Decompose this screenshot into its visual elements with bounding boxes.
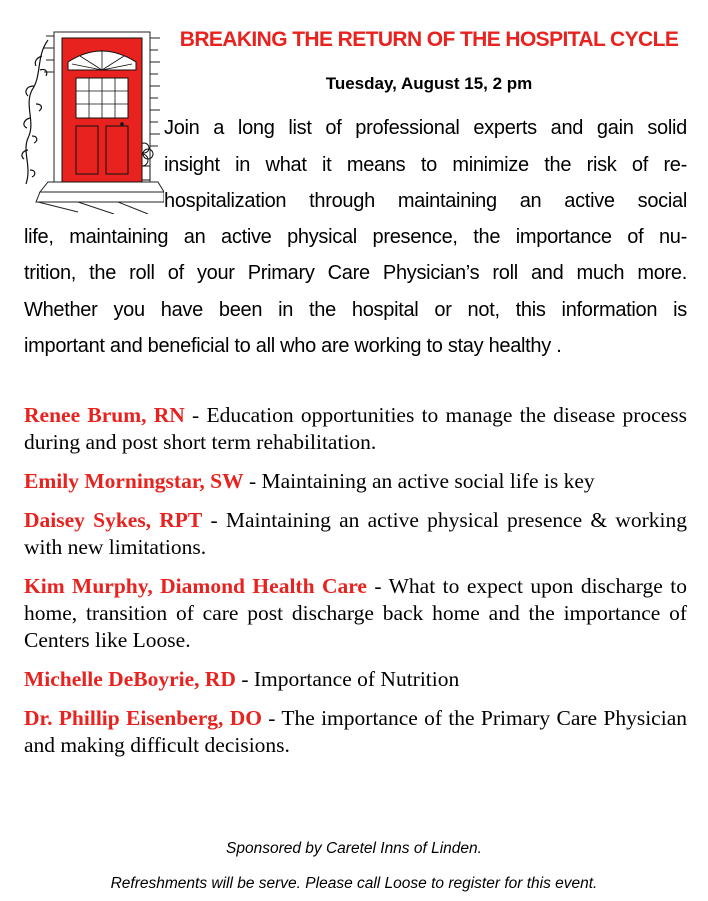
speaker-name: Emily Morningstar, SW <box>24 469 244 493</box>
speaker-name: Michelle DeBoyrie, RD <box>24 667 236 691</box>
speaker-topic: - Education opportunities to manage the disease process during and post short term rehabilitation. <box>24 403 687 454</box>
speaker-topic: - Importance of Nutrition <box>235 667 460 691</box>
event-title: BREAKING THE RETURN OF THE HOSPITAL CYCLE <box>179 28 679 51</box>
intro-line: trition, the roll of your Primary Care Physician’s roll and much more. <box>24 262 687 284</box>
intro-line: hospitalization through maintaining an active social <box>164 190 687 212</box>
speaker-topic: - Maintaining an active physical presence & working with new limitations. <box>24 508 687 559</box>
intro-line: insight in what it means to minimize the risk of re- <box>164 154 687 176</box>
speaker-name: Kim Murphy, Diamond Health Care <box>24 574 367 598</box>
speaker-list <box>24 402 687 771</box>
speaker-name: Dr. Phillip Eisenberg, DO <box>24 706 262 730</box>
speaker-entry <box>24 507 687 561</box>
intro-line: Whether you have been in the hospital or not, this information is <box>24 299 687 321</box>
intro-line: life, maintaining an active physical presence, the importance of nu- <box>24 226 687 248</box>
intro-line: important and beneficial to all who are working to stay healthy . <box>24 335 562 357</box>
intro-line: Join a long list of professional experts and gain solid <box>164 117 687 139</box>
speaker-entry <box>24 573 687 654</box>
speaker-entry <box>24 402 687 456</box>
speaker-name: Daisey Sykes, RPT <box>24 508 203 532</box>
registration-note: Refreshments will be serve. Please call Loose to register for this event. <box>110 875 598 892</box>
speaker-entry <box>24 705 687 759</box>
speaker-name: Renee Brum, RN <box>24 403 185 427</box>
speaker-topic: - What to expect upon discharge to home, transition of care post discharge back home and the importance of Centers like Loose. <box>24 574 687 652</box>
speaker-entry <box>24 468 687 495</box>
sponsor-note: Sponsored by Caretel Inns of Linden. <box>226 840 482 857</box>
speaker-topic: - The importance of the Primary Care Physician and making difficult decisions. <box>24 706 687 757</box>
speaker-topic: - Maintaining an active social life is key <box>243 469 595 493</box>
red-door-illustration <box>18 26 164 214</box>
speaker-entry <box>24 666 687 693</box>
event-date: Tuesday, August 15, 2 pm <box>325 74 533 93</box>
